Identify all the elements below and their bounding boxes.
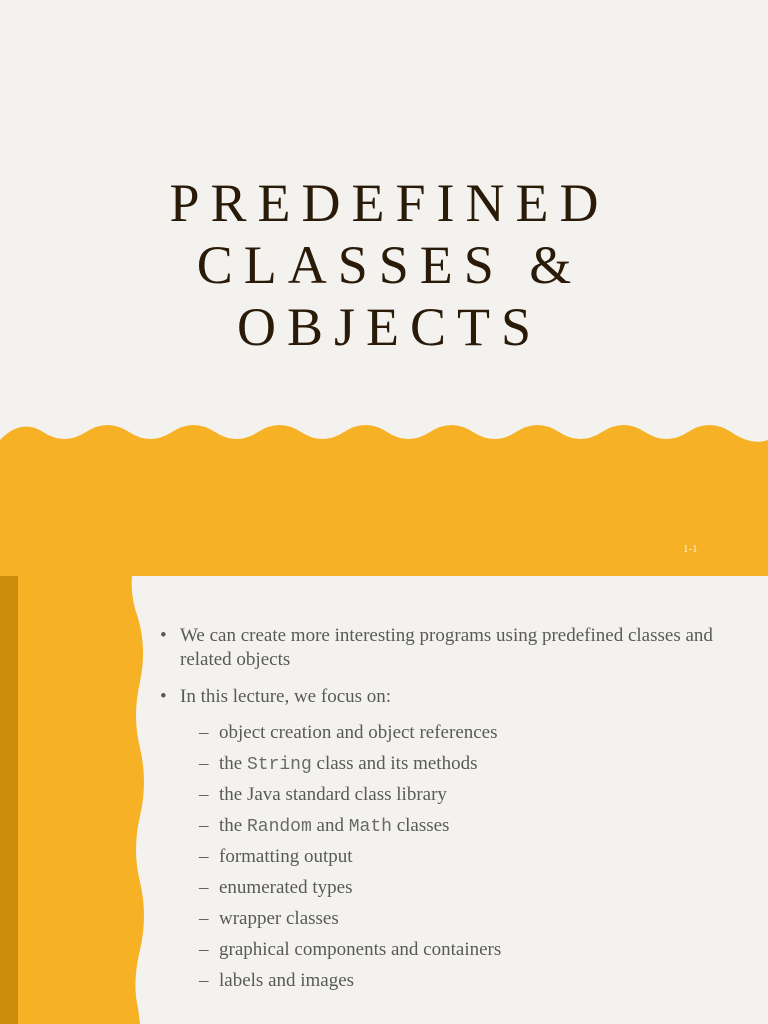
sub-item: [160, 969, 720, 1000]
sub-text: graphical components and containers: [219, 939, 502, 960]
side-wave-panel: [0, 576, 160, 1024]
sub-text: the: [219, 753, 247, 774]
slide-body: [160, 624, 720, 1000]
bullet-item: [160, 685, 720, 709]
sub-text: class and its methods: [311, 753, 478, 774]
sub-dash: –: [199, 908, 209, 929]
bullet-text: In this lecture, we focus on:: [180, 686, 392, 707]
title-line-1: PREDEFINED: [169, 173, 610, 233]
sub-item: [160, 814, 720, 845]
sub-text: enumerated types: [219, 877, 353, 898]
title-line-2: CLASSES &: [196, 235, 583, 295]
sub-text: the: [219, 815, 247, 836]
sub-dash: –: [199, 722, 209, 743]
sub-dash: –: [199, 939, 209, 960]
sub-dash: –: [199, 846, 209, 867]
sub-text: the Java standard class library: [219, 784, 447, 805]
side-dark-stripe: [0, 576, 18, 1024]
bullet-dot: •: [160, 686, 167, 707]
sub-text: object creation and object references: [219, 722, 498, 743]
sub-text: classes: [391, 815, 450, 836]
title-line-3: OBJECTS: [236, 297, 543, 357]
sub-dash: –: [199, 753, 209, 774]
sub-item: [160, 845, 720, 876]
bullet-item: [160, 624, 720, 672]
content-slide: [0, 576, 768, 1024]
wave-shape: [0, 425, 768, 576]
sub-text: labels and images: [219, 970, 355, 991]
sub-item: [160, 876, 720, 907]
bullet-dot: •: [160, 625, 167, 646]
sub-item: [160, 783, 720, 814]
sub-text: wrapper classes: [219, 908, 339, 929]
sub-item: [160, 721, 720, 752]
code-math: Math: [348, 817, 392, 837]
slide-title: [0, 172, 768, 358]
sub-dash: –: [199, 815, 209, 836]
side-wave-shape: [0, 576, 144, 1024]
sub-dash: –: [199, 970, 209, 991]
bullet-text: We can create more interesting programs using predefined classes and related objects: [180, 625, 713, 670]
sub-item: [160, 938, 720, 969]
sub-text: and: [311, 815, 349, 836]
sub-item: [160, 752, 720, 783]
sub-dash: –: [199, 784, 209, 805]
sub-dash: –: [199, 877, 209, 898]
sub-item: [160, 907, 720, 938]
code-string: String: [246, 755, 312, 775]
code-random: Random: [246, 817, 312, 837]
sub-text: formatting output: [219, 846, 353, 867]
slide-number: 1-1: [683, 543, 698, 555]
